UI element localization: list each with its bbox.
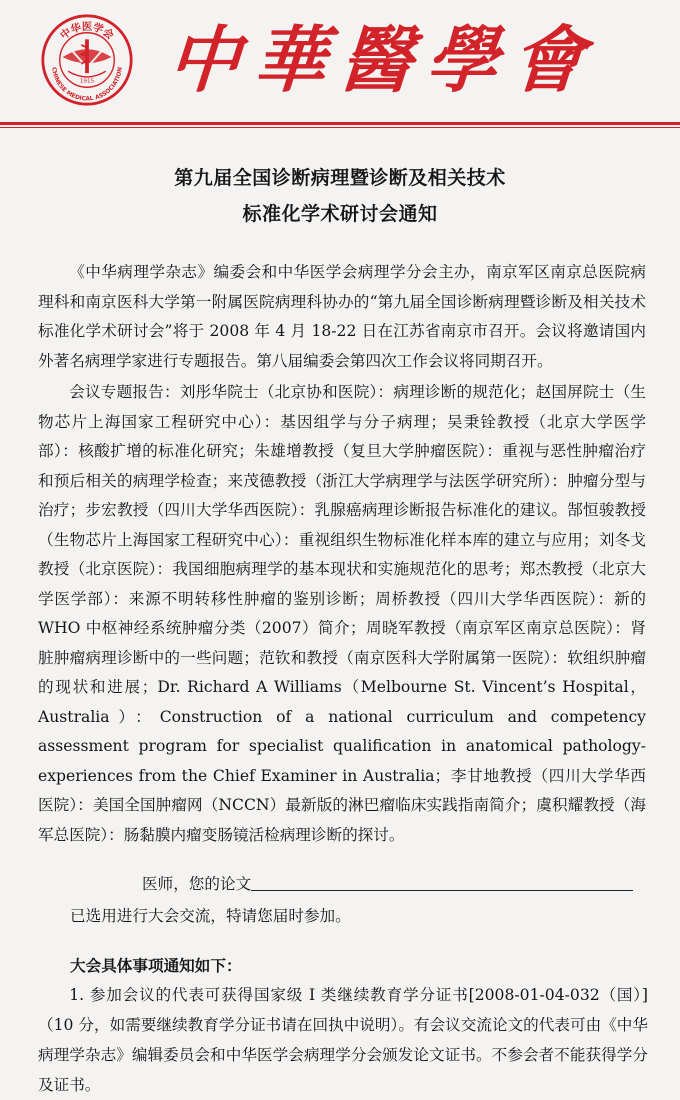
doc-body	[38, 258, 646, 850]
doc-title-line1: 第九届全国诊断病理暨诊断及相关技术	[174, 167, 506, 189]
logo-year: 1915	[79, 78, 95, 85]
logo-bottom-text: CHINESE MEDICAL ASSOCIATION	[50, 66, 124, 103]
notice-item-1: 1. 参加会议的代表可获得国家级 I 类继续教育学分证书[2008-01-04-032（国）]（10 分，如需要继续教育学分证书请在回执中说明）。有会议交流论文的代表可由《中华病理学杂志》编辑委员会和中华医学会病理学分会颁发论文证书。不参会者不能获得学分及证书。	[38, 986, 648, 1094]
notice-body	[38, 980, 648, 1100]
thesis-line	[142, 870, 633, 898]
doc-title-line2: 标准化学术研讨会通知	[242, 203, 438, 225]
chinese-medical-association-logo	[40, 13, 134, 107]
header-rule-thin	[0, 127, 680, 128]
svg-text:中华医学会	[58, 20, 117, 42]
letterhead	[0, 0, 680, 130]
header-rule	[0, 122, 680, 125]
org-name: 中華醫學會	[165, 17, 602, 102]
paragraph-reports: 会议专题报告：刘彤华院士（北京协和医院）：病理诊断的规范化；赵国屏院士（生物芯片上海国家工程研究中心）：基因组学与分子病理；吴秉铨教授（北京大学医学部）：核酸扩增的标准化研究；朱雄增教授（复旦大学肿瘤医院）：重视与恶性肿瘤治疗和预后相关的病理学检查；来茂德教授（浙江大学病理学与法医学研究所）：肿瘤分型与治疗；步宏教授（四川大学华西医院）：乳腺癌病理诊断报告标准化的建议。郜恒骏教授（生物芯片上海国家工程研究中心）：重视组织生物标准化样本库的建立与应用；刘冬戈教授（北京医院）：我国细胞病理学的基本现状和实施规范化的思考；郑杰教授（北京大学医学部）：来源不明转移性肿瘤的鉴别诊断；周桥教授（四川大学华西医院）：新的 WHO 中枢神经系统肿瘤分类（2007）简介；周晓军教授（南京军区南京总医院）：肾脏肿瘤病理诊断中的一些问题；范钦和教授（南京医科大学附属第一医院）：软组织肿瘤的现状和进展；Dr. Richard A Williams（Melbourne St. Vincent’s Hospital，Australia）：Construction of a national curriculum and competency assessment program for specialist qualification in anatomical pathology-experiences from the Chief Examiner in Australia；李甘地教授（四川大学华西医院）：美国全国肿瘤网（NCCN）最新版的淋巴瘤临床实践指南简介；虞积耀教授（海军总医院）：肠黏膜内瘤变肠镜活检病理诊断的探讨。	[38, 383, 646, 844]
notice-heading: 大会具体事项通知如下：	[70, 957, 242, 975]
logo-top-text: 中华医学会	[58, 20, 116, 42]
thesis-prefix: 医师，您的论文	[142, 875, 252, 893]
thesis-suffix: 已选用进行大会交流，特请您届时参加。	[70, 907, 351, 925]
paragraph-intro: 《中华病理学杂志》编委会和中华医学会病理学分会主办，南京军区南京总医院病理科和南京医科大学第一附属医院病理科协办的“第九届全国诊断病理暨诊断及相关技术标准化学术研讨会”将于 2008 年 4 月 18-22 日在江苏省南京市召开。会议将邀请国内外著名病理学家进行专题报告。第八届编委会第四次工作会议将同期召开。	[38, 263, 646, 370]
thesis-blank-line	[251, 872, 633, 891]
